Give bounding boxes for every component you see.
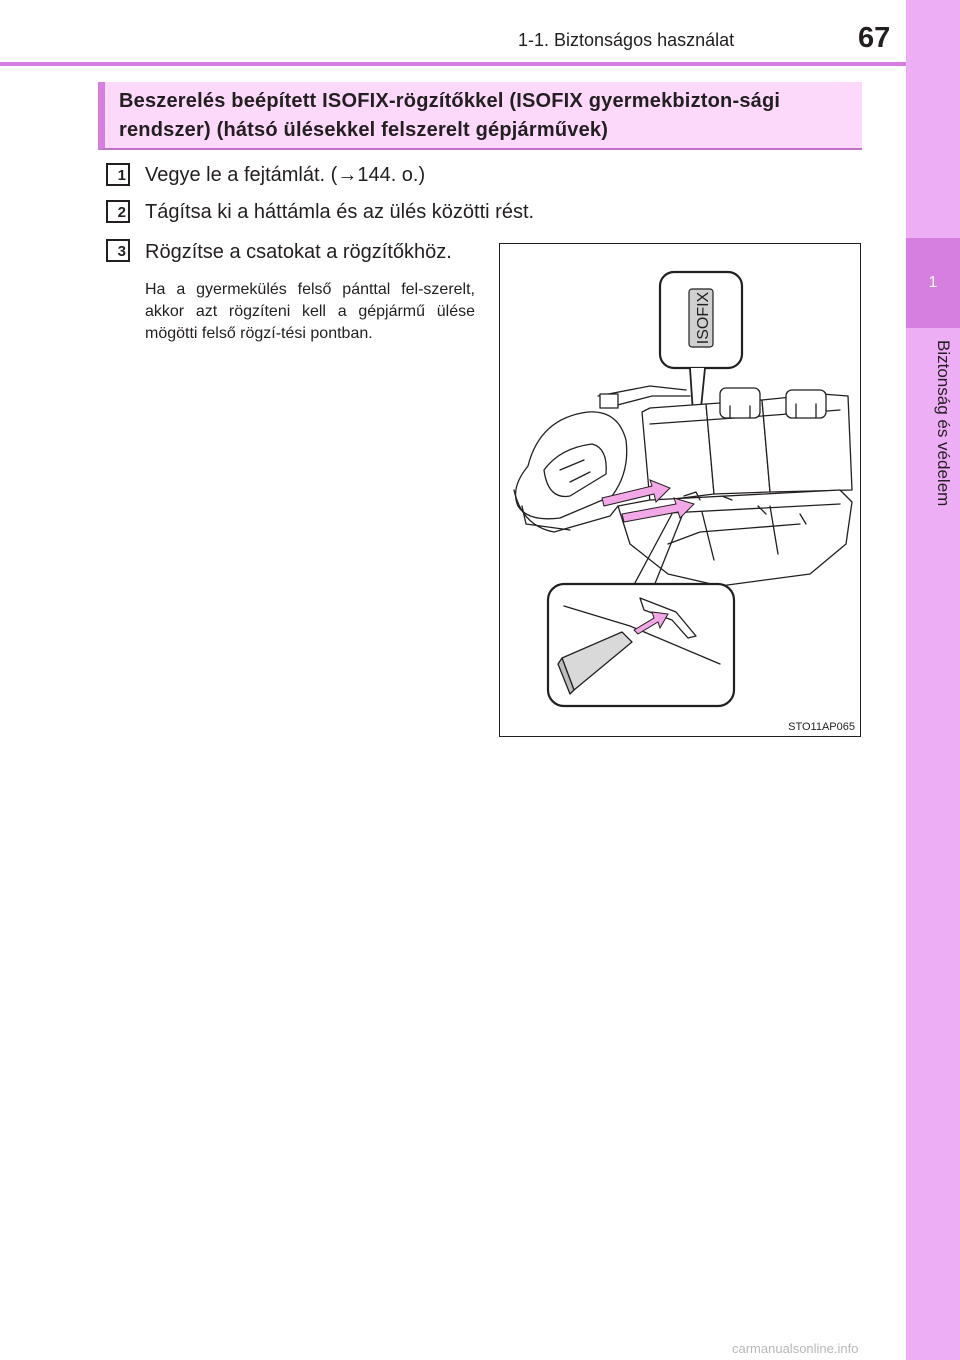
chapter-side-tab xyxy=(906,0,960,1360)
step-text-2: Tágítsa ki a háttámla és az ülés közötti rést. xyxy=(145,201,535,223)
section-heading: Beszerelés beépített ISOFIX-rögzítőkkel (ISOFIX gyermekbizton-sági rendszer) (hátsó ülésekkel felszerelt gépjárművek) xyxy=(98,82,862,150)
chapter-number-box[interactable]: 1 xyxy=(906,238,960,328)
isofix-illustration xyxy=(499,243,861,737)
chapter-title: Biztonság és védelem xyxy=(934,340,953,507)
step-number-1: 1 xyxy=(106,163,130,186)
watermark: carmanualsonline.info xyxy=(732,1341,859,1356)
step-number-3: 3 xyxy=(106,239,130,262)
page-number: 67 xyxy=(858,22,891,54)
isofix-illustration-drawing xyxy=(500,244,862,738)
step-text-1: Vegye le a fejtámlát. (→144. o.) xyxy=(145,164,426,186)
figure-code: STO11AP065 xyxy=(788,721,855,733)
step-text-3: Rögzítse a csatokat a rögzítőkhöz. xyxy=(145,241,452,263)
header-rule xyxy=(0,62,906,66)
isofix-label: ISOFIX xyxy=(695,291,712,345)
step-note-3: Ha a gyermekülés felső pánttal fel-szerelt, akkor azt rögzíteni kell a gépjármű ülése mögötti felső rögzí-tési pontban. xyxy=(145,281,475,342)
running-header: 1-1. Biztonságos használat xyxy=(518,30,735,50)
step-number-2: 2 xyxy=(106,200,130,223)
